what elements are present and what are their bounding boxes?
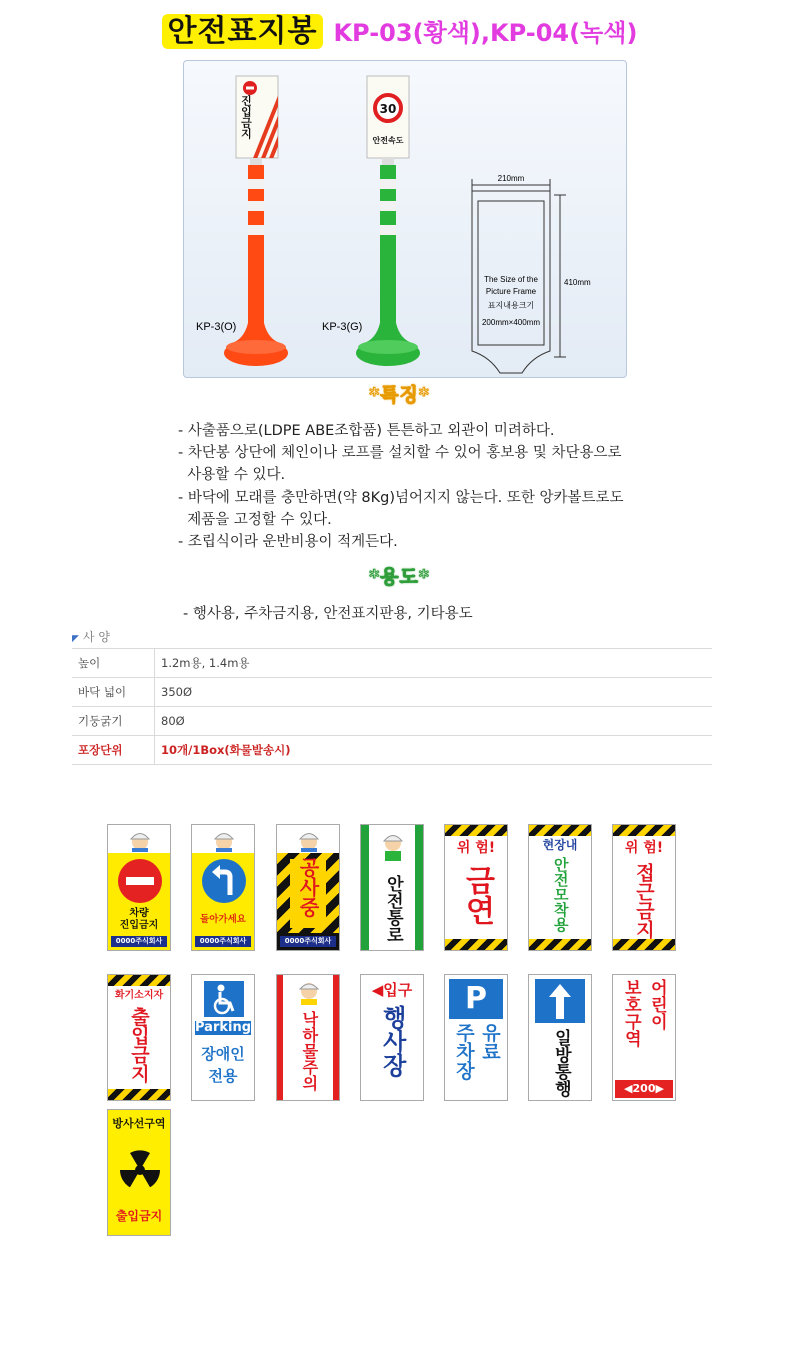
- distance-plate: [615, 1080, 673, 1098]
- hazard-stripe: [445, 825, 507, 836]
- sign-top-label: 입구: [383, 981, 413, 999]
- frame-text-en-1: The Size of the: [484, 275, 538, 284]
- company-label: 0000주식회사: [280, 936, 336, 947]
- worker-kid-icon: [210, 828, 238, 852]
- spec-key: 기둥굵기: [72, 707, 155, 736]
- spec-header: [72, 628, 110, 645]
- sign-text: 안전통로: [382, 875, 403, 943]
- spec-value: 1.2m용, 1.4m용: [155, 649, 713, 678]
- sign-text: 유료: [478, 1023, 501, 1061]
- sign-text: 행사장: [378, 1005, 407, 1077]
- feature-line: 제품을 고정할 수 있다.: [178, 512, 332, 528]
- spec-value: 350Ø: [155, 678, 713, 707]
- table-row: [72, 649, 712, 678]
- spec-table: [72, 648, 712, 765]
- spec-key: 바닥 넓이: [72, 678, 155, 707]
- frame-height: 410mm: [564, 278, 591, 287]
- arrow-left-icon: ◀: [371, 981, 384, 999]
- speed-number: 30: [379, 102, 397, 116]
- sign-top-text: 위 험!: [456, 840, 496, 856]
- sign-text: 공사중: [296, 857, 320, 917]
- sign-text: 낙하물주의: [299, 1011, 319, 1091]
- caption-left: KP-3(O): [196, 321, 237, 333]
- sign-text: 차량: [129, 908, 149, 919]
- sign-wear-helmet: [528, 824, 592, 951]
- left-sign-text: 진입금지: [239, 95, 253, 139]
- sign-text: 금연: [459, 865, 495, 925]
- distance-label: 200: [632, 1082, 656, 1095]
- sign-falling-objects: [276, 974, 340, 1101]
- hazard-stripe: [613, 825, 675, 836]
- title-model: KP-03(황색),KP-04(녹색): [333, 19, 638, 47]
- hazard-stripe: [613, 939, 675, 950]
- sign-text: 접근금지: [632, 863, 655, 939]
- page-title: [0, 6, 799, 50]
- sign-disabled-parking: [191, 974, 255, 1101]
- spec-key: 높이: [72, 649, 155, 678]
- worker-kid-icon: [377, 831, 409, 861]
- sign-text: 출입금지: [127, 1007, 150, 1083]
- sign-text: 일방통행: [550, 1029, 571, 1097]
- sign-text: 주차장: [452, 1023, 475, 1080]
- spec-value: 10개/1Box(화물발송시): [155, 736, 713, 765]
- sign-top-text: 화기소지자: [114, 990, 164, 1001]
- feature-line: - 조립식이라 운반비용이 적게든다.: [178, 534, 398, 550]
- sign-sub-text: Parking: [195, 1020, 252, 1035]
- sign-radiation-zone: [107, 1109, 171, 1236]
- spec-key: 포장단위: [72, 736, 155, 765]
- feature-line: - 바닥에 모래를 충만하면(약 8Kg)넘어지지 않는다. 또한 앙카볼트로도: [178, 490, 624, 506]
- triangle-icon: ◤: [72, 634, 79, 644]
- table-row: [72, 678, 712, 707]
- spec-header-label: 사 양: [82, 630, 110, 644]
- arrow-left-icon: ◀: [624, 1082, 633, 1095]
- table-row: [72, 707, 712, 736]
- sign-top-text: 방사선구역: [112, 1117, 166, 1130]
- frame-text-ko: 표지내용크기: [487, 301, 535, 310]
- sign-no-approach: [612, 824, 676, 951]
- hazard-stripe: [445, 939, 507, 950]
- sign-paid-parking: [444, 974, 508, 1101]
- parking-icon: P: [449, 979, 503, 1019]
- sign-no-entry: [107, 824, 171, 951]
- feature-line: 사용할 수 있다.: [178, 467, 286, 483]
- features-title: *특징*: [369, 384, 430, 406]
- table-row: [72, 736, 712, 765]
- hazard-stripe: [108, 1089, 170, 1100]
- sign-text: 보호구역: [620, 979, 641, 1047]
- worker-kid-icon: [295, 979, 323, 1005]
- sign-under-construction: [276, 824, 340, 951]
- sign-fire-no-entry: [107, 974, 171, 1101]
- worker-kid-icon: [126, 828, 154, 852]
- sign-top-text: 위 험!: [624, 840, 664, 856]
- company-label: 0000주식회사: [111, 936, 167, 947]
- hazard-stripe: [529, 825, 591, 836]
- usage-title: *용도*: [369, 566, 430, 588]
- title-main: 안전표지봉: [162, 14, 324, 49]
- sign-one-way: [528, 974, 592, 1101]
- feature-line: - 차단봉 상단에 체인이나 로프를 설치할 수 있어 홍보용 및 차단용으로: [178, 445, 622, 461]
- worker-kid-icon: [295, 828, 323, 852]
- radiation-icon: [114, 1144, 166, 1196]
- sign-top-text: 현장내: [542, 838, 578, 852]
- sign-top-text: [361, 983, 423, 999]
- sign-no-smoking: [444, 824, 508, 951]
- sign-text: 출입금지: [115, 1209, 163, 1223]
- product-photo: [183, 60, 627, 378]
- caption-right: KP-3(G): [322, 321, 363, 333]
- feature-line: - 사출품으로(LDPE ABE조합품) 튼튼하고 외관이 미려하다.: [178, 423, 555, 439]
- sign-safety-passage: [360, 824, 424, 951]
- company-label: 0000주식회사: [195, 936, 251, 947]
- arrow-up-icon: [535, 979, 585, 1023]
- spec-value: 80Ø: [155, 707, 713, 736]
- sign-text: 어린이: [646, 979, 667, 1030]
- wheelchair-icon: [204, 981, 244, 1017]
- sign-text: 전용: [208, 1067, 238, 1085]
- no-entry-icon: [116, 857, 164, 905]
- frame-text-en-2: Picture Frame: [485, 287, 537, 296]
- usage-line: - 행사용, 주차금지용, 안전표지판용, 기타용도: [183, 606, 473, 622]
- frame-width: 210mm: [497, 174, 525, 183]
- hazard-stripe: [529, 939, 591, 950]
- right-sign-text: 안전속도: [372, 136, 404, 145]
- sign-text: 돌아가세요: [200, 914, 246, 925]
- sign-event-entrance: [360, 974, 424, 1101]
- arrow-right-icon: ▶: [655, 1082, 664, 1095]
- sign-text: 장애인: [201, 1045, 245, 1063]
- hazard-stripe: [108, 975, 170, 986]
- sign-text: 진입금지: [119, 920, 159, 931]
- green-post: [356, 76, 420, 366]
- turn-left-arrow-icon: [200, 857, 248, 905]
- product-illustration: [184, 61, 626, 377]
- sign-school-zone: [612, 974, 676, 1101]
- frame-text-size: 200mm×400mm: [481, 318, 541, 327]
- sign-text: 안전모착용: [551, 857, 570, 932]
- sign-turn-back: [191, 824, 255, 951]
